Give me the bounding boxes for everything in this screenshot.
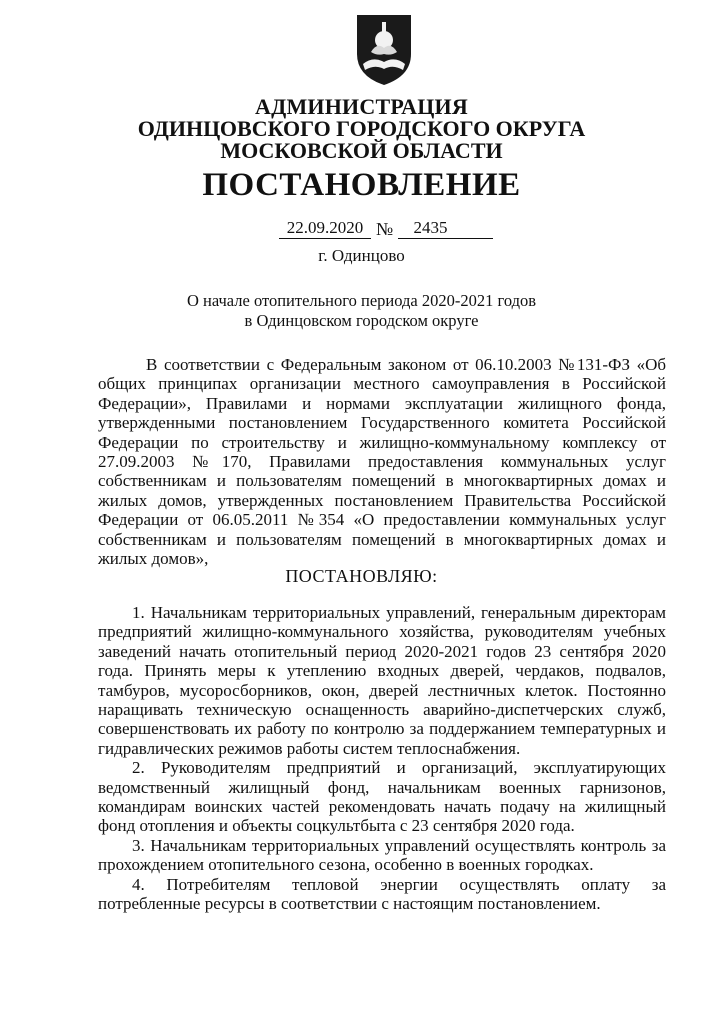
preamble (98, 355, 666, 568)
header-line-2: ОДИНЦОВСКОГО ГОРОДСКОГО ОКРУГА (137, 116, 586, 141)
city: г. Одинцово (318, 246, 405, 265)
document-subject (0, 291, 723, 331)
decree-item-2: 2. Руководителям предприятий и организаций, эксплуатирующих ведомственный жилищный фонд, начальникам военных гарнизонов, командирам воинских частей рекомендовать начать подачу на жилищный фонд отопления и объекты соцкультбыта с 23 сентября 2020 года. (98, 758, 666, 836)
subject-line-2: в Одинцовском городском округе (244, 311, 479, 330)
decree-item-4: 4. Потребителям тепловой энергии осуществлять оплату за потребленные ресурсы в соответствии с настоящим постановлением. (98, 874, 666, 914)
decree-item-1: 1. Начальникам территориальных управлений, генеральным директорам предприятий жилищно-коммунального хозяйства, руководителям учебных заведений начать отопительный период 2020-2021 годов 23 сентября 2020 года. Принять меры к утеплению входных дверей, чердаков, подвалов, тамбуров, мусоросборников, окон, дверей лестничных клеток. Постоянно наращивать техническую оснащенность аварийно-диспетчерских служб, совершенствовать их работу по контролю за поддержанием температурных и гидравлических режимов работы систем теплоснабжения. (98, 603, 666, 758)
decree-items (98, 603, 666, 914)
document-number: 2435 (398, 218, 493, 239)
document-date: 22.09.2020 (279, 218, 371, 239)
subject-line-1: О начале отопительного периода 2020-2021 годов (186, 291, 537, 310)
coat-of-arms-icon (353, 12, 415, 87)
document-title: ПОСТАНОВЛЕНИЕ (202, 167, 521, 203)
number-label: № (376, 219, 394, 239)
header-line-1: АДМИНИСТРАЦИЯ (255, 94, 468, 119)
preamble-text: В соответствии с Федеральным законом от 06.10.2003 №131-ФЗ «Об общих принципах организации местного самоуправления в Российской Федерации», Правилами и нормами эксплуатации жилищного фонда, утвержденными постановлением Государственного комитета Российской Федерации по строительству и жилищно-коммунальному комплексу от 27.09.2003 №170, Правилами предоставления коммунальных услуг собственникам и пользователям помещений в многоквартирных домах и жилых домов, утвержденных постановлением Правительства Российской Федерации от 06.05.2011 №354 «О предоставлении коммунальных услуг собственникам и пользователям помещений в многоквартирных домах и жилых домов», (98, 355, 666, 569)
header-line-3: МОСКОВСКОЙ ОБЛАСТИ (220, 138, 503, 163)
decree-item-3: 3. Начальникам территориальных управлений осуществлять контроль за прохождением отопительного сезона, особенно в военных городках. (98, 835, 666, 875)
date-number-line (0, 218, 723, 242)
decree-word: ПОСТАНОВЛЯЮ: (285, 566, 438, 586)
